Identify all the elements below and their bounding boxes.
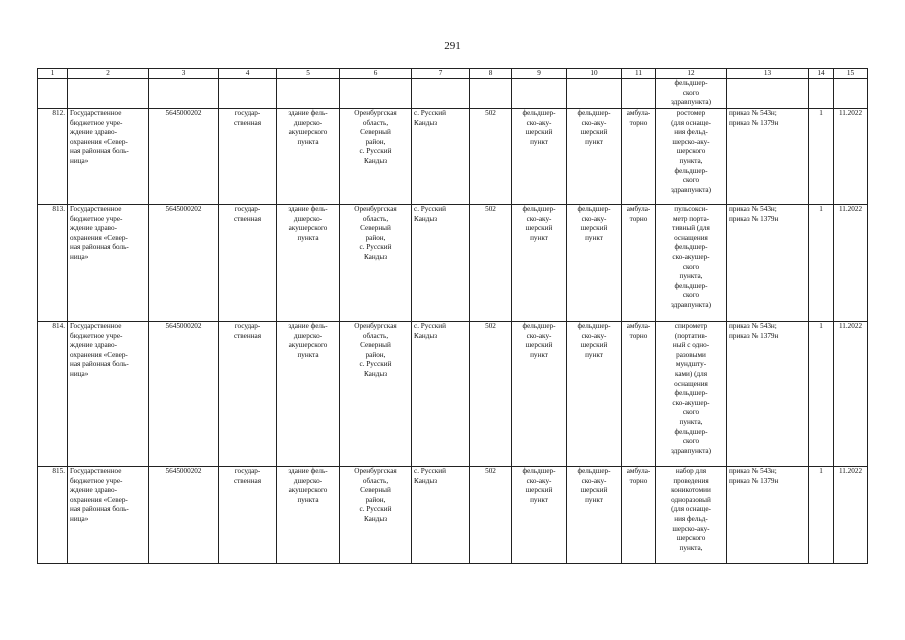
unit-type-cell: фельдшер- ско-аку- шерский пункт (522, 205, 556, 242)
column-header: 1 (38, 69, 68, 79)
code-cell: 502 (485, 322, 496, 330)
unit-type-cell: фельдшер- ско-аку- шерский пункт (522, 109, 556, 146)
column-header: 8 (470, 69, 512, 79)
column-header: 9 (512, 69, 567, 79)
building-cell: здание фель- дшерско- акушерского пункта (288, 109, 328, 146)
unit-type-cell: фельдшер- ско-аку- шерский пункт (522, 467, 556, 504)
quantity-cell: 1 (819, 322, 823, 330)
table-row (38, 205, 868, 322)
row-number-cell: 812. (52, 109, 65, 117)
care-form-cell: амбула- торно (626, 109, 651, 127)
row-number-cell: 814. (52, 322, 65, 330)
ownership-cell: государ- ственная (233, 467, 262, 485)
institution-name-cell: Государственное бюджетное учре- ждение здраво- охранения «Север- ная районная боль- ница» (70, 467, 129, 523)
inn-cell: 5645000202 (165, 109, 202, 117)
quantity-cell: 1 (819, 205, 823, 213)
equipment-registry-table (37, 68, 868, 564)
address-cell: Оренбургская область, Северный район, с. Русский Кандыз (354, 467, 397, 523)
equipment-cell: спирометр (портатив- ный с одно- разовыми мундшту- ками) (для оснащения фельдшер- ско-акушер- ского пункта, фельдшер- ского здравпункта) (670, 322, 712, 455)
column-header: 14 (809, 69, 834, 79)
ownership-cell: государ- ственная (233, 322, 262, 340)
row-number-cell: 815. (52, 467, 65, 475)
quantity-cell: 1 (819, 467, 823, 475)
address-cell: Оренбургская область, Северный район, с. Русский Кандыз (354, 322, 397, 378)
column-header: 12 (656, 69, 727, 79)
address-cell: Оренбургская область, Северный район, с. Русский Кандыз (354, 109, 397, 165)
ownership-cell: государ- ственная (233, 205, 262, 223)
unit-type-cell: фельдшер- ско-аку- шерский пункт (522, 322, 556, 359)
unit-name-cell: фельдшер- ско-аку- шерский пункт (577, 205, 611, 242)
page-number: 291 (444, 40, 461, 52)
equipment-cell: набор для проведения коникотомии одноразовый (для оснаще- ния фельд- шерско-аку- шерского пункта, (671, 467, 711, 552)
column-header: 11 (622, 69, 656, 79)
unit-name-cell: фельдшер- ско-аку- шерский пункт (577, 109, 611, 146)
institution-name-cell: Государственное бюджетное учре- ждение здраво- охранения «Север- ная районная боль- ница» (70, 322, 129, 378)
inn-cell: 5645000202 (165, 322, 202, 330)
order-reference-cell: приказ № 543н; приказ № 1379н (729, 322, 779, 340)
unit-name-cell: фельдшер- ско-аку- шерский пункт (577, 322, 611, 359)
code-cell: 502 (485, 205, 496, 213)
date-cell: 11.2022 (838, 205, 863, 213)
inn-cell: 5645000202 (165, 205, 202, 213)
institution-name-cell: Государственное бюджетное учре- ждение здраво- охранения «Север- ная районная боль- ница» (70, 205, 129, 261)
date-cell: 11.2022 (838, 322, 863, 330)
care-form-cell: амбула- торно (626, 205, 651, 223)
locality-cell: с. Русский Кандыз (414, 467, 446, 485)
table-row (38, 467, 868, 564)
equipment-cell: пульсокси- метр порта- тивный (для оснащения фельдшер- ско-акушер- ского пункта, фельдшер- ского здравпункта) (670, 205, 712, 309)
locality-cell: с. Русский Кандыз (414, 205, 446, 223)
column-header: 2 (68, 69, 149, 79)
code-cell: 502 (485, 109, 496, 117)
care-form-cell: амбула- торно (626, 322, 651, 340)
institution-name-cell: Государственное бюджетное учре- ждение здраво- охранения «Север- ная районная боль- ница» (70, 109, 129, 165)
care-form-cell: амбула- торно (626, 467, 651, 485)
building-cell: здание фель- дшерско- акушерского пункта (288, 322, 328, 359)
date-cell: 11.2022 (838, 467, 863, 475)
row-number-cell: 813. (52, 205, 65, 213)
table-row (38, 79, 868, 109)
address-cell: Оренбургская область, Северный район, с. Русский Кандыз (354, 205, 397, 261)
quantity-cell: 1 (819, 109, 823, 117)
column-header: 13 (727, 69, 809, 79)
column-number-row (38, 69, 868, 79)
building-cell: здание фель- дшерско- акушерского пункта (288, 205, 328, 242)
building-cell: здание фель- дшерско- акушерского пункта (288, 467, 328, 504)
equipment-cell: фельдшер- ского здравпункта) (670, 79, 712, 107)
locality-cell: с. Русский Кандыз (414, 322, 446, 340)
column-header: 6 (340, 69, 412, 79)
order-reference-cell: приказ № 543н; приказ № 1379н (729, 109, 779, 127)
locality-cell: с. Русский Кандыз (414, 109, 446, 127)
table-row (38, 109, 868, 205)
table-row (38, 322, 868, 467)
equipment-cell: ростомер (для оснаще- ния фельд- шерско-аку- шерского пункта, фельдшер- ского здравпункта) (670, 109, 712, 194)
date-cell: 11.2022 (838, 109, 863, 117)
ownership-cell: государ- ственная (233, 109, 262, 127)
order-reference-cell: приказ № 543н; приказ № 1379н (729, 205, 779, 223)
unit-name-cell: фельдшер- ско-аку- шерский пункт (577, 467, 611, 504)
column-header: 7 (412, 69, 470, 79)
column-header: 3 (149, 69, 219, 79)
column-header: 4 (219, 69, 277, 79)
inn-cell: 5645000202 (165, 467, 202, 475)
code-cell: 502 (485, 467, 496, 475)
order-reference-cell: приказ № 543н; приказ № 1379н (729, 467, 779, 485)
column-header: 10 (567, 69, 622, 79)
column-header: 15 (834, 69, 868, 79)
column-header: 5 (277, 69, 340, 79)
